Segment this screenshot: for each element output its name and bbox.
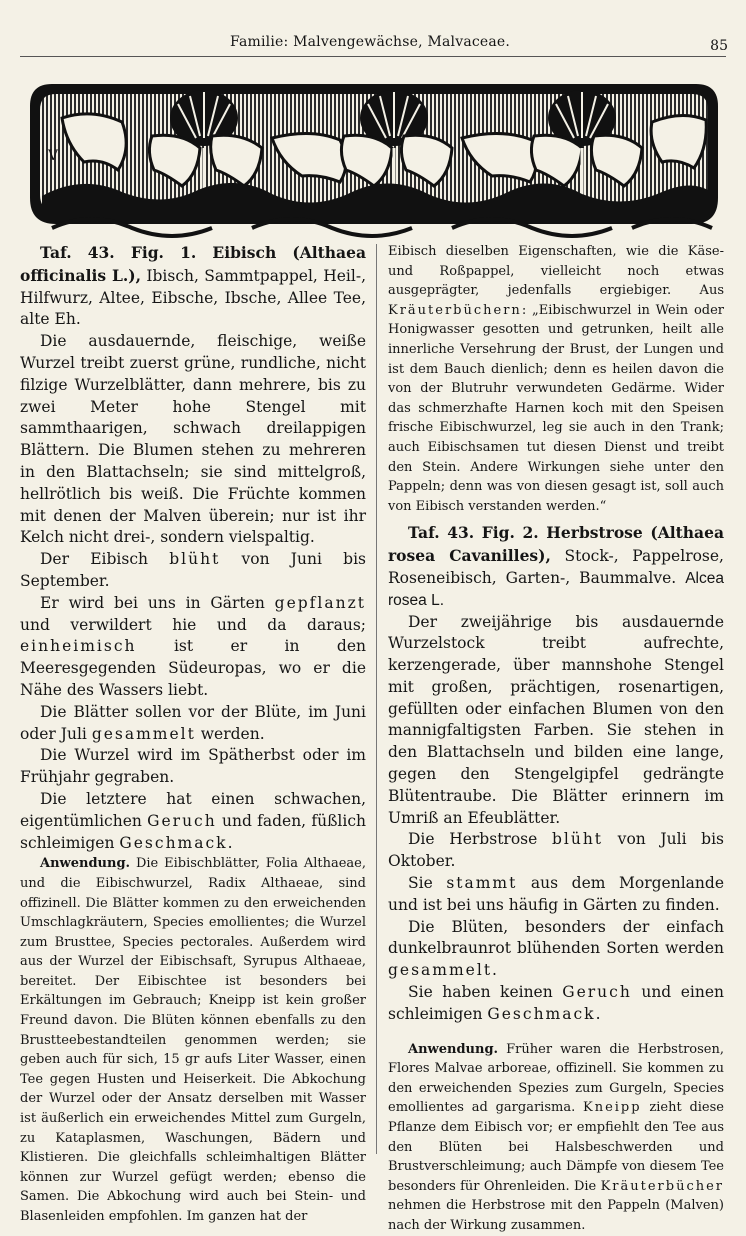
paragraph-origin: Sie stammt aus dem Morgenlande und ist bei uns häufig in Gärten zu finden. [388,874,724,914]
entry-althaea-rosea-head [388,522,724,611]
column-divider [376,244,377,1154]
paragraph-flowering: Die Herbstrose blüht von Juli bis Oktober. [388,830,725,871]
paragraph-description: Die ausdauernde, fleischige, weiße Wurzel treibt zuerst grüne, rundliche, nicht filzige Wurzelblätter, dann mehrere, bis zu zwei Meter hohe Stengel mit sammthaarigen, schwach dreilappigen Blättern. Die Blumen stehen zu mehreren in den Blattachseln; sie sind mittelgroß, hellrötlich bis weiß. Die Früchte kommen mit denen der Malven überein; nur ist ihr Kelch nicht drei-, sondern vielspaltig. [20,332,366,547]
malva-flower-border-ornament [22,78,726,240]
paragraph-harvest-leaves: Die Blätter sollen vor der Blüte, im Juni oder Juli gesammelt werden. [20,702,366,743]
ornament-mark: V [48,148,59,164]
paragraph-harvest: Die Blüten, besonders der einfach dunkelbraunrot blühenden Sorten werden gesammelt. [388,917,724,980]
page-number: 85 [710,38,728,54]
paragraph-smell-taste: Sie haben keinen Geruch und einen schleimigen Geschmack. [388,983,724,1023]
paragraph-continuation: Eibisch dieselben Eigenschaften, wie die Käse- und Roßpappel, vielleicht noch etwas ausgeprägter, jedenfalls ergiebiger. Aus Kräuterbüchern: „Eibischwurzel in Wein oder Honigwasser gesotten und getrunken, heilt alle innerliche Versehrung der Brust, der Lungen und ist dem Bauch dienlich; denn es heilen davon die von der Blutruhr verwundeten Gedärme. Wider das schmerzhafte Harnen koch mit den Speisen frische Eibischwurzel, leg sie auch in den Trank; auch Eibischsamen tut diesen Dienst und treibt den Stein. Andere Wirkungen siehe unter den Pappeln; denn was von diesen gesagt ist, soll auch von Eibisch verstanden werden.“ [388,244,724,514]
entry-latin-alt: Alcea rosea L. [388,569,724,609]
right-column [388,242,724,1236]
entry-title: Taf. 43. Fig. 1. Eibisch (Althaea officinalis L.), [20,243,366,285]
entry-common-names: Stock-, Pappelrose, Roseneibisch, Garten-, Baummalve. [388,547,724,587]
header-rule [20,56,726,57]
entry-common-names: Ibisch, Sammtpappel, Heil-, Hilfwurz, Altee, Eibsche, Ibsche, Allee Tee, alte Eh. [20,266,366,329]
entry-althaea-officinalis-head [20,242,366,331]
paragraph-description: Der zweijährige bis ausdauernde Wurzelstock treibt aufrechte, kerzengerade, über mannshohe Stengel mit großen, prächtigen, rosenartigen, gefüllten oder einfachen Blumen von den mannigfaltigsten Farben. Sie stehen in den Blattachseln und bilden eine lange, gegen den Stengelgipfel gedrängte Blütentraube. Die Blätter erinnern im Umriß an Efeublätter. [388,612,724,827]
paragraph-harvest-root: Die Wurzel wird im Spätherbst oder im Frühjahr gegraben. [20,746,366,787]
entry-title: Taf. 43. Fig. 2. Herbstrose (Althaea rosea Cavanilles), [388,523,724,566]
spacer [388,1026,724,1040]
usage-text: Die Eibischblätter, Folia Althaeae, und die Eibischwurzel, Radix Althaeae, sind offizinell. Die Blätter kommen zu den erweichenden Umschlagkräutern, Species emollientes; die Wurzel zum Brusttee, Species pectorales. Außerdem wird aus der Wurzel der Eibischsaft, Syrupus Althaeae, bereitet. Der Eibischtee ist besonders bei Erkältungen im Gebrauch; Kneipp ist kein großer Freund davon. Die Blüten können ebenfalls zu den Brustteebestandteilen genommen werden; sie geben auch für sich, 15 gr aufs Liter Wasser, einen Tee gegen Husten und Heiserkeit. Die Abkochung der Wurzel oder der Ansatz derselben mit Wasser ist äußerlich ein erweichendes Mittel zum Gurgeln, zu Kataplasmen, Waschungen, Bädern und Klistieren. Die gleichfalls schleimhaltigen Blätter können zur Wurzel gefügt werden; ebenso die Samen. Die Abkochung wird auch bei Stein- und Blasenleiden empfohlen. Im ganzen hat der [20,856,366,1224]
paragraph-usage [20,854,366,1226]
paragraph-habitat: Er wird bei uns in Gärten gepflanzt und verwildert hie und da daraus; einheimisch ist er in den Meeresgegenden Südeuropas, wo er die Nähe des Wassers liebt. [20,593,366,699]
usage-label: Anwendung. [40,856,131,872]
paragraph-flowering: Der Eibisch blüht von Juni bis September. [20,550,366,590]
running-head: Familie: Malvengewächse, Malvaceae. [230,34,511,50]
paragraph-smell-taste: Die letztere hat einen schwachen, eigentümlichen Geruch und faden, füßlich schleimigen Geschmack. [20,789,366,852]
left-column [20,242,366,1227]
usage-label: Anwendung. [408,1041,499,1057]
paragraph-usage: Anwendung. Früher waren die Herbstrosen, Flores Malvae arboreae, offizinell. Sie kommen zu den erweichenden Spezies zum Gurgeln, Species emollientes ad gargarisma. Kneipp zieht diese Pflanze dem Eibisch vor; er empfiehlt den Tee aus den Blüten bei Halsbeschwerden und Brustverschleimung; auch Dämpfe von diesem Tee besonders für Ohrenleiden. Die Kräuterbücher nehmen die Herbstrose mit den Pappeln (Malven) nach der Wirkung zusammen. [388,1041,724,1233]
